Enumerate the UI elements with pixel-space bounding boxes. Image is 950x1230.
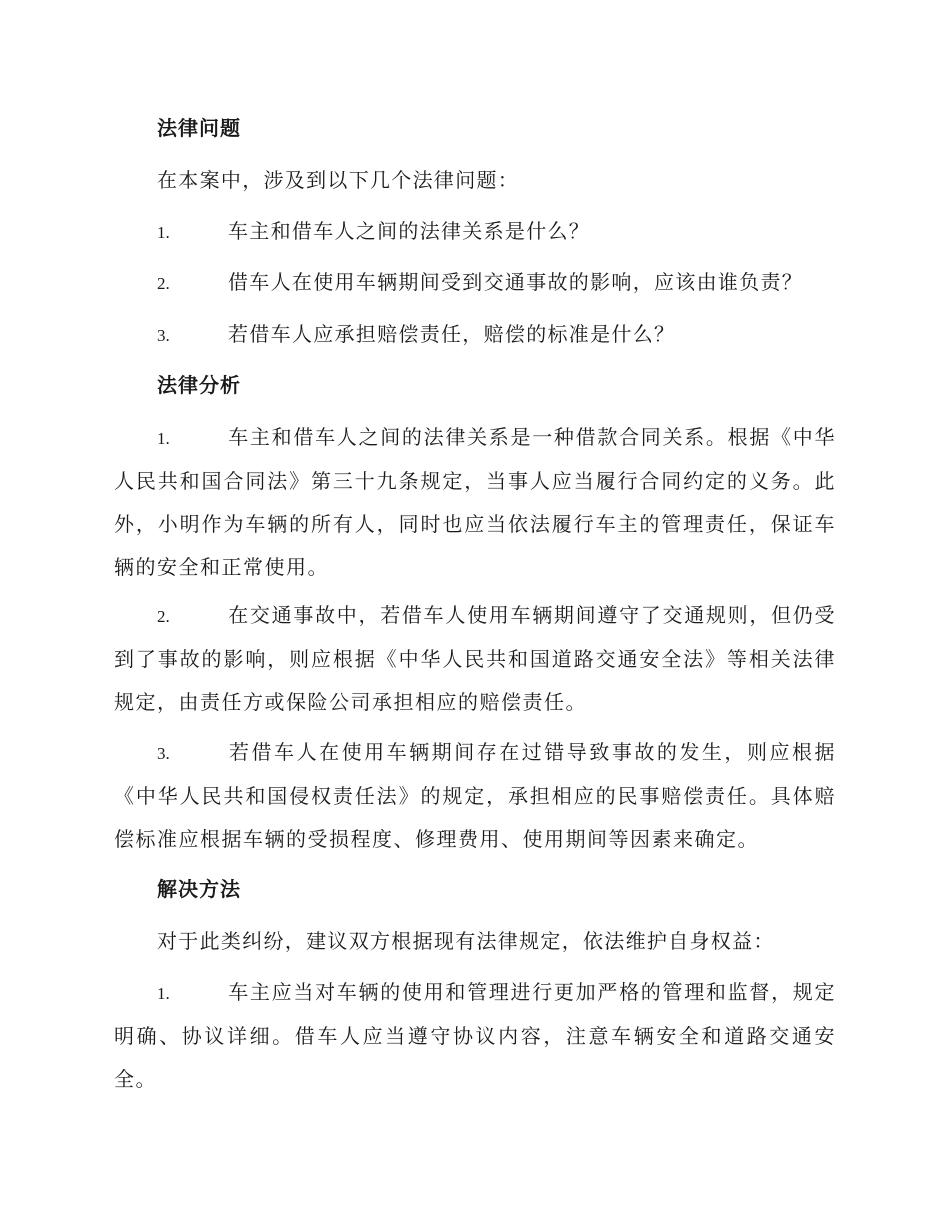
paragraph-number: 2. <box>157 607 170 626</box>
legal-issue-item <box>157 322 675 348</box>
paragraph-number: 1. <box>157 984 170 1003</box>
item-number: 3. <box>157 326 170 345</box>
item-text: 借车人在使用车辆期间受到交通事故的影响，应该由谁负责？ <box>228 270 804 294</box>
paragraph-text: 在交通事故中，若借车人使用车辆期间遵守了交通规则，但仍受到了事故的影响，则应根据《中华人民共和国道路交通安全法》等相关法律规定，由责任方或保险公司承担相应的赔偿责任。 <box>114 603 836 714</box>
item-number: 1. <box>157 223 170 242</box>
analysis-paragraph <box>114 416 836 589</box>
solution-intro: 对于此类纠纷，建议双方根据现有法律规定，依法维护自身权益： <box>157 929 775 953</box>
paragraph-text: 车主应当对车辆的使用和管理进行更加严格的管理和监督，规定明确、协议详细。借车人应当遵守协议内容，注意车辆安全和道路交通安全。 <box>114 980 836 1091</box>
item-number: 2. <box>157 274 170 293</box>
heading-legal-issues: 法律问题 <box>157 116 241 140</box>
item-text: 若借车人应承担赔偿责任，赔偿的标准是什么？ <box>228 322 676 346</box>
legal-issue-item <box>157 270 803 296</box>
solution-paragraph <box>114 971 836 1101</box>
paragraph-number: 1. <box>157 429 170 448</box>
legal-issue-item <box>157 219 590 245</box>
paragraph-text: 车主和借车人之间的法律关系是一种借款合同关系。根据《中华人民共和国合同法》第三十九条规定，当事人应当履行合同约定的义务。此外，小明作为车辆的所有人，同时也应当依法履行车主的管理责任，保证车辆的安全和正常使用。 <box>114 425 836 579</box>
analysis-paragraph <box>114 731 836 861</box>
heading-solution: 解决方法 <box>157 877 241 901</box>
paragraph-number: 3. <box>157 744 170 763</box>
paragraph-text: 若借车人在使用车辆期间存在过错导致事故的发生，则应根据《中华人民共和国侵权责任法》的规定，承担相应的民事赔偿责任。具体赔偿标准应根据车辆的受损程度、修理费用、使用期间等因素来确定。 <box>114 740 836 851</box>
heading-legal-analysis: 法律分析 <box>157 373 241 397</box>
item-text: 车主和借车人之间的法律关系是什么？ <box>228 219 591 243</box>
legal-issues-intro: 在本案中，涉及到以下几个法律问题： <box>157 168 520 192</box>
analysis-paragraph <box>114 594 836 724</box>
